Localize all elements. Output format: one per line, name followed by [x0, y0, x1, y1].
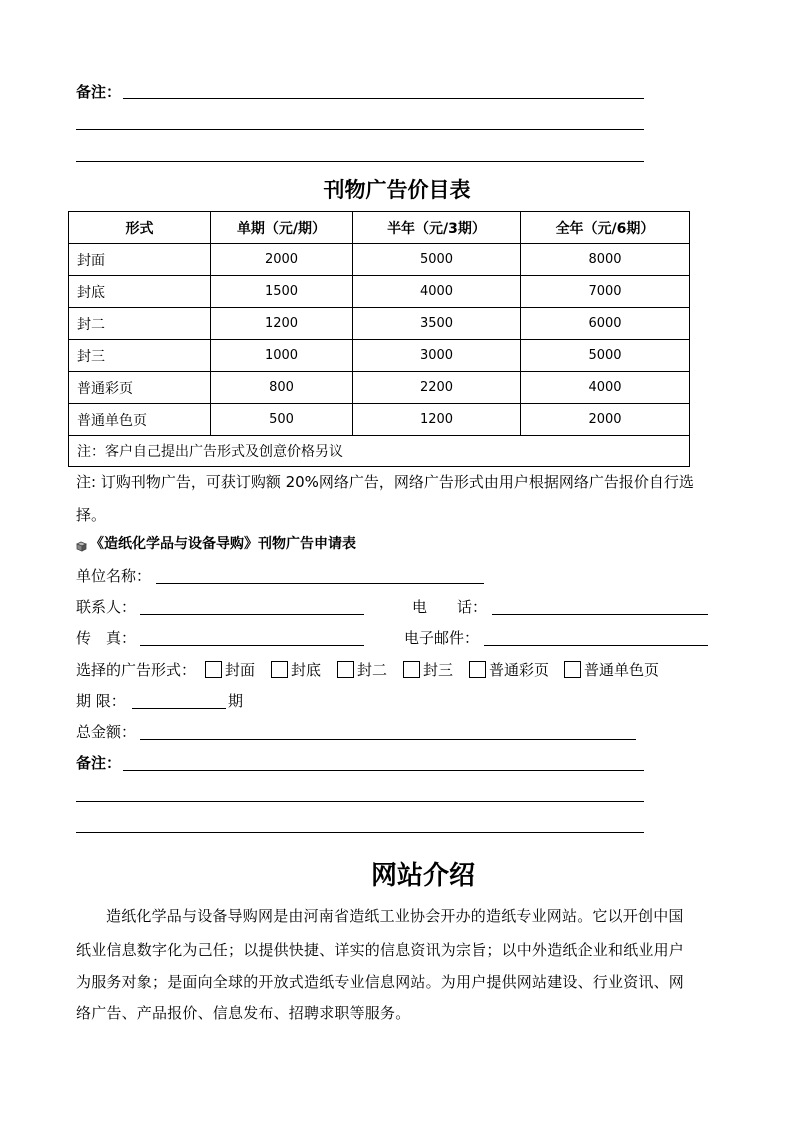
option-mono-page-label: 普通单色页	[584, 661, 660, 679]
cube-bullet-icon	[76, 537, 87, 548]
cell-half-year: 2200	[353, 372, 521, 404]
checkbox-color-page[interactable]	[469, 661, 486, 678]
cell-form: 普通单色页	[69, 404, 211, 436]
cell-single: 1200	[211, 308, 353, 340]
table-row	[69, 340, 690, 372]
header-full-year: 全年（元/6期）	[521, 212, 690, 244]
price-table-note: 注：客户自己提出广告形式及创意价格另议	[69, 436, 690, 467]
cell-form: 封底	[69, 276, 211, 308]
cell-form: 封面	[69, 244, 211, 276]
website-intro-line-1: 造纸化学品与设备导购网是由河南省造纸工业协会开办的造纸专业网站。它以开创中国	[106, 907, 684, 925]
total-amount-field[interactable]	[140, 739, 636, 740]
cell-single: 500	[211, 404, 353, 436]
cell-single: 1000	[211, 340, 353, 372]
checkbox-back-cover[interactable]	[271, 661, 288, 678]
cell-half-year: 3500	[353, 308, 521, 340]
cell-single: 800	[211, 372, 353, 404]
top-remarks-line-1[interactable]	[123, 98, 644, 99]
checkbox-inside-back[interactable]	[403, 661, 420, 678]
form-remarks-line-2[interactable]	[76, 801, 644, 802]
table-row	[69, 308, 690, 340]
checkbox-mono-page[interactable]	[564, 661, 581, 678]
unit-name-label: 单位名称：	[76, 567, 152, 585]
ad-form-label: 选择的广告形式：	[76, 661, 197, 679]
period-field[interactable]	[132, 708, 226, 709]
price-table-note-row	[69, 436, 690, 467]
total-amount-label: 总金额：	[76, 723, 137, 741]
table-row	[69, 276, 690, 308]
table-row	[69, 244, 690, 276]
option-color-page-label: 普通彩页	[489, 661, 550, 679]
option-back-cover-label: 封底	[291, 661, 322, 679]
cell-single: 2000	[211, 244, 353, 276]
unit-name-field[interactable]	[156, 583, 484, 584]
checkbox-cover[interactable]	[205, 661, 222, 678]
cell-single: 1500	[211, 276, 353, 308]
top-remarks-line-2[interactable]	[76, 129, 644, 130]
website-intro-title: 网站介绍	[370, 861, 475, 891]
website-intro-line-2: 纸业信息数字化为己任；以提供快捷、详实的信息资讯为宗旨；以中外造纸企业和纸业用户	[76, 941, 685, 959]
fax-label: 传 真：	[76, 629, 137, 647]
cell-form: 普通彩页	[69, 372, 211, 404]
header-single: 单期（元/期）	[211, 212, 353, 244]
email-label: 电子邮件：	[404, 629, 480, 647]
subscription-note-line-1: 注: 订购刊物广告，可获订购额 20%网络广告，网络广告形式由用户根据网络广告报价自行选	[76, 473, 694, 491]
table-row	[69, 404, 690, 436]
form-remarks-line-3[interactable]	[76, 832, 644, 833]
form-remarks-line-1[interactable]	[123, 770, 644, 771]
header-half-year: 半年（元/3期）	[353, 212, 521, 244]
cell-half-year: 4000	[353, 276, 521, 308]
option-inside-front-label: 封二	[357, 661, 388, 679]
price-table-header-row	[69, 212, 690, 244]
cell-half-year: 1200	[353, 404, 521, 436]
cell-half-year: 5000	[353, 244, 521, 276]
cell-full-year: 2000	[521, 404, 690, 436]
phone-label: 电 话：	[412, 598, 488, 616]
cell-full-year: 6000	[521, 308, 690, 340]
contact-field[interactable]	[140, 614, 364, 615]
application-form-title: 《造纸化学品与设备导购》刊物广告申请表	[90, 536, 356, 552]
cell-full-year: 8000	[521, 244, 690, 276]
top-remarks-line-3[interactable]	[76, 161, 644, 162]
price-table	[68, 211, 690, 467]
option-cover-label: 封面	[225, 661, 256, 679]
cell-full-year: 7000	[521, 276, 690, 308]
cell-half-year: 3000	[353, 340, 521, 372]
contact-label: 联系人：	[76, 598, 137, 616]
website-intro-line-3: 为服务对象；是面向全球的开放式造纸专业信息网站。为用户提供网站建设、行业资讯、网	[76, 973, 685, 991]
period-unit: 期	[228, 692, 244, 710]
checkbox-inside-front[interactable]	[337, 661, 354, 678]
phone-field[interactable]	[492, 614, 708, 615]
table-row	[69, 372, 690, 404]
option-inside-back-label: 封三	[423, 661, 454, 679]
email-field[interactable]	[484, 645, 708, 646]
header-form: 形式	[69, 212, 211, 244]
period-label: 期 限：	[76, 692, 126, 710]
top-remarks-label: 备注：	[76, 83, 122, 101]
subscription-note-line-2: 择。	[76, 506, 107, 524]
cell-full-year: 4000	[521, 372, 690, 404]
form-remarks-label: 备注：	[76, 754, 122, 772]
fax-field[interactable]	[140, 645, 364, 646]
cell-full-year: 5000	[521, 340, 690, 372]
cell-form: 封三	[69, 340, 211, 372]
cell-form: 封二	[69, 308, 211, 340]
price-table-title: 刊物广告价目表	[323, 178, 471, 202]
website-intro-line-4: 络广告、产品报价、信息发布、招聘求职等服务。	[76, 1004, 411, 1022]
